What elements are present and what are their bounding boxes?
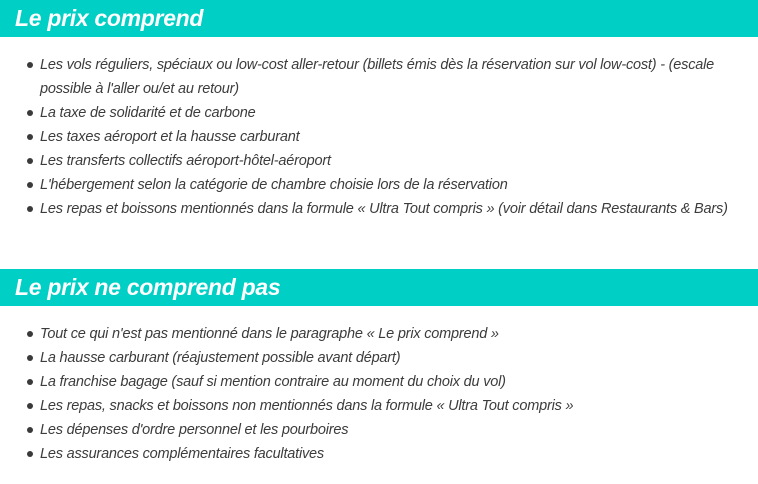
list-item-text: La hausse carburant (réajustement possible avant départ): [40, 350, 401, 366]
price-excludes-header: [0, 269, 758, 306]
list-item-text: L'hébergement selon la catégorie de chambre choisie lors de la réservation: [40, 177, 508, 193]
price-includes-section: [0, 0, 758, 221]
bullet-icon: [27, 379, 33, 385]
list-item-text: La taxe de solidarité et de carbone: [40, 105, 256, 121]
list-item: [40, 394, 758, 418]
list-item-text: La franchise bagage (sauf si mention contraire au moment du choix du vol): [40, 374, 506, 390]
list-item: [40, 418, 758, 442]
bullet-icon: [27, 110, 33, 116]
bullet-icon: [27, 355, 33, 361]
list-item-text: Les taxes aéroport et la hausse carburant: [40, 129, 300, 145]
bullet-icon: [27, 403, 33, 409]
list-item: [40, 322, 758, 346]
list-item: [40, 442, 758, 466]
price-includes-title: Le prix comprend: [15, 5, 204, 31]
list-item-text: Les assurances complémentaires facultatives: [40, 446, 324, 462]
list-item-text: Tout ce qui n'est pas mentionné dans le paragraphe « Le prix comprend »: [40, 326, 499, 342]
list-item-text: Les transferts collectifs aéroport-hôtel-aéroport: [40, 153, 331, 169]
list-item: [40, 346, 758, 370]
list-item: [40, 370, 758, 394]
list-item-text: Les repas, snacks et boissons non mentionnés dans la formule « Ultra Tout compris »: [40, 398, 574, 414]
list-item-text: Les dépenses d'ordre personnel et les pourboires: [40, 422, 349, 438]
list-item-text: Les repas et boissons mentionnés dans la formule « Ultra Tout compris » (voir détail dans Restaurants & Bars): [40, 201, 728, 217]
list-item-text: Les vols réguliers, spéciaux ou low-cost aller-retour (billets émis dès la réservation sur vol low-cost) - (escale possible à l'aller ou/et au retour): [40, 57, 715, 97]
price-excludes-title: Le prix ne comprend pas: [15, 274, 281, 300]
bullet-icon: [27, 451, 33, 457]
list-item: [40, 101, 758, 125]
bullet-icon: [27, 331, 33, 337]
price-excludes-list: [0, 306, 758, 466]
price-includes-list: [0, 37, 758, 221]
list-item: [40, 53, 758, 101]
price-includes-header: [0, 0, 758, 37]
bullet-icon: [27, 206, 33, 212]
list-item: [40, 197, 758, 221]
bullet-icon: [27, 427, 33, 433]
bullet-icon: [27, 134, 33, 140]
list-item: [40, 149, 758, 173]
list-item: [40, 173, 758, 197]
bullet-icon: [27, 62, 33, 68]
bullet-icon: [27, 158, 33, 164]
list-item: [40, 125, 758, 149]
price-excludes-section: [0, 269, 758, 466]
bullet-icon: [27, 182, 33, 188]
